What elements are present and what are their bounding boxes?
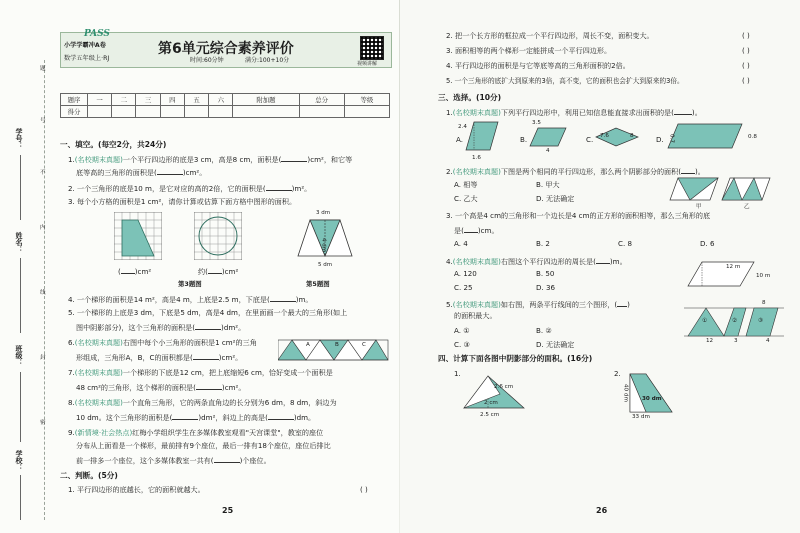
section-judge-heading: 二、判断。(5分) [60,471,118,480]
question-number: 8. [68,398,75,407]
option-a-parallelogram [464,120,500,154]
label-c: C [362,342,366,348]
table-cell: 得分 [61,106,88,118]
question-8 [68,399,337,408]
calc-1-base: 2.5 cm [480,412,500,418]
question-text: 底等高的三角形的面积是( [76,168,157,177]
option-b-label[interactable]: B. [520,135,528,144]
calc-1-inner: 2 cm [484,400,498,406]
table-cell: 四 [160,94,184,106]
section-calc-heading: 四、计算下面各图中阴影部分的面积。(16分) [438,354,593,363]
page-number: 26 [596,506,608,515]
margin-mark: 号 [40,118,46,124]
dim-8: 8 [762,300,766,306]
question-8-cont [76,412,315,423]
judge-1-answer[interactable]: ( ) [360,485,368,494]
table-cell: 等级 [344,94,389,106]
table-cell: 附加题 [233,94,299,106]
question-text: )dm²。 [221,323,246,332]
dim-4: 4 [766,338,770,344]
fig5-caption: 第5题图 [306,280,330,288]
question-2 [68,183,311,194]
answer-blank[interactable] [266,183,292,191]
score-cell[interactable] [299,106,344,118]
option-d-side: 0.8 [748,134,757,140]
judge-4: 4. 平行四边形的面积是与它等底等高的三角形面积的2倍。 [446,61,630,70]
class-line [20,372,21,442]
question-text: )cm² [134,267,152,276]
answer-blank[interactable] [172,412,198,420]
question-1 [68,154,352,165]
question-number: 9. [68,428,75,437]
question-9 [68,429,323,438]
option-c-label[interactable]: C. [586,135,594,144]
score-cell[interactable] [233,106,299,118]
class-label: 班级： [15,345,23,366]
option[interactable]: C. 8 [618,239,632,248]
answer-blank[interactable] [195,322,221,330]
option[interactable]: C. 乙大 [454,194,478,203]
question-text: )cm²。 [182,168,207,177]
dim-12: 12 [706,338,714,344]
judge-5-answer[interactable]: ( ) [742,76,750,85]
label-b: B [335,342,339,348]
student-id-line [20,155,21,220]
label-10m: 10 m [756,273,771,279]
label-12m: 12 m [726,264,741,270]
question-9-cont [76,455,271,466]
option-b-base: 4 [546,148,550,154]
option[interactable]: A. 120 [454,269,477,278]
question-text: 下图是两个相同的平行四边形，那么两个阴影部分的面积( [500,167,681,176]
table-cell: 题序 [61,94,88,106]
right-page [400,0,800,533]
question-5-cont [76,322,245,333]
grid-figure-trapezoid [114,212,162,260]
question-text: 图中阴影部分)，这个三角形的面积是( [76,323,196,332]
page-title: 第6单元综合素养评价 [158,41,294,57]
table-cell: 五 [184,94,208,106]
option-c-a: 7.6 [600,133,609,139]
label-yi: 乙 [744,204,750,210]
question-text: )cm。 [477,226,499,235]
question-9-cont: 分布从上面看是一个梯形，最前排有9个座位，最后一排有18个座位，座位后排比 [76,441,331,450]
question-text: )dm。 [293,413,316,422]
calc-2-trapezoid [626,372,676,416]
question-text: 是( [454,226,464,235]
question-text: 4. 一个梯形的面积是14 m²，高是4 m，上底是2.5 m，下底是( [68,295,270,304]
book-name: 小学学霸冲A卷 [64,42,106,49]
table-cell: 二 [112,94,136,106]
question-text: 红梅小学组织学生在多媒体教室观看"天宫课堂"，教室的座位 [132,428,324,437]
qr-code-icon[interactable] [360,36,384,60]
triangle-strip-figure [278,338,390,362]
margin-mark: 封 [40,355,46,361]
trap-height-label: 4 dm [320,238,327,253]
option[interactable]: B. 甲大 [536,180,560,189]
table-cell: 三 [136,94,160,106]
score-cell[interactable] [136,106,160,118]
score-cell[interactable] [112,106,136,118]
question-text: 10 dm。这个三角形的面积是( [76,413,173,422]
question-7-cont [76,382,245,393]
question-4 [68,294,313,305]
label-a: A [306,342,310,348]
question-5: 5. 一个梯形的上底是3 dm，下底是5 dm，高是4 dm，在里面画一个最大的三角形(如上 [68,308,348,317]
question-number: 1. [68,155,75,164]
question-number: 7. [68,368,75,377]
choice-4 [446,256,627,267]
judge-3: 3. 面积相等的两个梯形一定能拼成一个平行四边形。 [446,46,612,55]
table-cell: 一 [88,94,112,106]
option-d-h: 0.7 [668,134,675,143]
full-score: 满分:100+10分 [245,57,290,64]
source-tag: (名校期末真题) [452,300,501,309]
shape-1: ① [702,318,708,324]
judge-2-answer[interactable]: ( ) [742,31,750,40]
judge-1: 1. 平行四边形的底越长，它的面积就越大。 [68,485,205,494]
margin-mark: 线 [40,290,46,296]
choice-5-cont: 的面积最大。 [454,311,497,320]
question-text: 右图这个平行四边形的周长是( [500,257,596,266]
question-text: )。 [695,167,705,176]
option-d-parallelogram [666,122,746,152]
option[interactable]: D. 6 [700,239,715,248]
option[interactable]: D. 无法确定 [536,194,575,203]
calc-1-number: 1. [454,369,461,378]
parallelogram-pair-figure [668,176,772,204]
answer-blank[interactable] [674,107,692,115]
question-text: 一个直角三角形，它的两条直角边的长分别为6 dm，8 dm，斜边为 [122,398,337,407]
choice-2 [446,166,705,177]
question-number: 2. [446,167,453,176]
choice-5 [446,299,630,310]
margin-mark: 内 [40,225,46,231]
choice-1 [446,107,702,118]
source-tag: (名校期末真题) [74,338,123,347]
option[interactable]: A. 4 [454,239,468,248]
score-cell[interactable] [88,106,112,118]
question-number: 6. [68,338,75,347]
option[interactable]: D. 无法确定 [536,340,575,349]
answer-blank[interactable] [596,256,610,264]
qr-label: 视频讲解 [357,61,378,67]
question-text: 一个梯形的下底是12 cm，把上底缩短6 cm，恰好变成一个面积是 [122,368,333,377]
table-row [61,94,390,106]
answer-blank[interactable] [270,294,296,302]
question-text: )m²。 [291,184,312,193]
question-text: 一个平行四边形的底是3 cm，高是8 cm，面积是( [122,155,282,164]
answer-blank[interactable] [193,352,219,360]
option-c-b: 8 [630,133,634,139]
answer-blank[interactable] [121,266,135,274]
answer-blank[interactable] [157,167,183,175]
question-number: 4. [446,257,453,266]
shape-2: ② [732,318,738,324]
source-tag: (名校期末真题) [452,257,501,266]
name-label: 姓名： [15,232,23,253]
label-jia: 甲 [696,204,702,210]
option[interactable]: D. 36 [536,283,555,292]
question-text: )dm²，斜边上的高是( [198,413,268,422]
source-tag: (名校期末真题) [74,368,123,377]
source-tag: (新情境·社会热点) [74,428,133,437]
option[interactable]: B. ② [536,326,552,335]
answer-blank[interactable] [281,154,307,162]
table-cell: 六 [209,94,233,106]
option[interactable]: A. 相等 [454,180,478,189]
calc-2-base: 33 dm [632,414,650,420]
question-text: )。 [691,108,702,117]
question-text: )m。 [609,257,627,266]
option-b-parallelogram [528,124,568,150]
calc-2-number: 2. [614,369,621,378]
question-number: 1. [446,108,453,117]
source-tag: (名校期末真题) [452,108,501,117]
option-d-label[interactable]: D. [656,135,664,144]
choice-3: 3. 一个高是4 cm的三角形和一个边长是4 cm的正方形的面积相等，那么三角形的底 [446,211,711,220]
calc-2-height: 40 dm [622,384,629,402]
option[interactable]: C. 25 [454,283,473,292]
option-b-side: 3.5 [532,120,541,126]
answer-blank[interactable] [268,412,294,420]
parallelogram-figure [686,260,756,288]
choice-3-cont [454,225,499,236]
question-text: )cm²，和它等 [307,155,353,164]
option-a-side: 2.4 [458,124,467,130]
fig3-answer-1 [118,266,151,277]
calc-2-inner: 30 dm [642,396,662,402]
question-number: 5. [446,300,453,309]
answer-blank[interactable] [617,299,627,307]
score-cell[interactable] [160,106,184,118]
judge-3-answer[interactable]: ( ) [742,46,750,55]
judge-2: 2. 把一个长方形的框拉成一个平行四边形，周长不变，面积变大。 [446,31,654,40]
answer-blank[interactable] [214,455,240,463]
question-6 [68,339,257,348]
answer-blank[interactable] [464,225,478,233]
question-text: 约( [198,267,208,276]
school-line [20,475,21,520]
option-a-base: 1.6 [472,155,481,161]
score-cell[interactable] [344,106,389,118]
margin-mark: 题 [40,66,46,72]
table-row [61,106,390,118]
trap-bottom-label: 5 dm [318,262,333,268]
question-6-cont [76,352,242,363]
school-label: 学校： [15,450,23,471]
table-cell: 总分 [299,94,344,106]
judge-4-answer[interactable]: ( ) [742,61,750,70]
shape-3: ③ [758,318,764,324]
grid-figure-circle [194,212,242,260]
judge-5: 5. 一个三角形的底扩大到原来的3倍，高不变，它的面积也会扩大到原来的3倍。 [446,77,684,85]
question-text: ( [118,267,121,276]
dim-3: 3 [734,338,738,344]
answer-blank[interactable] [208,266,222,274]
question-text: 前一排多一个座位，这个多媒体教室一共有( [76,456,214,465]
section-fill-heading: 一、填空。(每空2分，共24分) [60,140,167,149]
score-cell[interactable] [184,106,208,118]
question-1-cont [76,167,206,178]
option-a-label[interactable]: A. [456,135,463,144]
source-tag: (名校期末真题) [74,398,123,407]
grade-label: 数学五年级上·RJ [64,55,110,62]
margin-mark: 不 [40,170,46,176]
question-text: )cm²。 [218,353,243,362]
source-tag: (名校期末真题) [452,167,501,176]
question-text: )个座位。 [239,456,271,465]
question-text: 如右图，两条平行线间的三个图形，( [500,300,618,309]
time-limit: 时间:60分钟 [190,57,224,64]
student-id-label: 学号： [15,128,23,149]
option[interactable]: B. 2 [536,239,550,248]
margin-mark: 密 [40,420,46,426]
question-3: 3. 每个小方格的面积是1 cm²，请你计算或估算下面方格中图形的面积。 [68,197,297,206]
fig3-caption: 第3题图 [178,280,202,288]
brand-logo: PASS [84,29,110,39]
option[interactable]: C. ③ [454,340,470,349]
question-text: 48 cm²的三角形，这个梯形的面积是( [76,383,196,392]
question-text: 形组成，三角形A，B，C的面积都是( [76,353,193,362]
name-line [20,258,21,333]
page-number: 25 [222,506,234,515]
answer-blank[interactable] [196,382,222,390]
option[interactable]: A. ① [454,326,470,335]
answer-blank[interactable] [681,166,695,174]
fig3-answer-2 [198,266,238,277]
trap-top-label: 3 dm [316,210,331,216]
question-text: )cm² [221,267,239,276]
section-choice-heading: 三、选择。(10分) [438,93,502,102]
question-text: ) [627,300,630,309]
score-cell[interactable] [209,106,233,118]
question-7 [68,369,333,378]
question-text: )m。 [295,295,313,304]
source-tag: (名校期末真题) [74,155,123,164]
question-text: )cm²。 [221,383,246,392]
question-text: 右图中每个小三角形的面积是1 cm²的三角 [122,338,257,347]
calc-1-side: 2.6 cm [494,384,514,390]
score-table [60,93,390,118]
question-text: 下列平行四边形中，利用已知信息能直接求出面积的是( [500,108,674,117]
question-text: 2. 一个三角形的底是10 m，是它对应的高的2倍，它的面积是( [68,184,266,193]
option[interactable]: B. 50 [536,269,555,278]
